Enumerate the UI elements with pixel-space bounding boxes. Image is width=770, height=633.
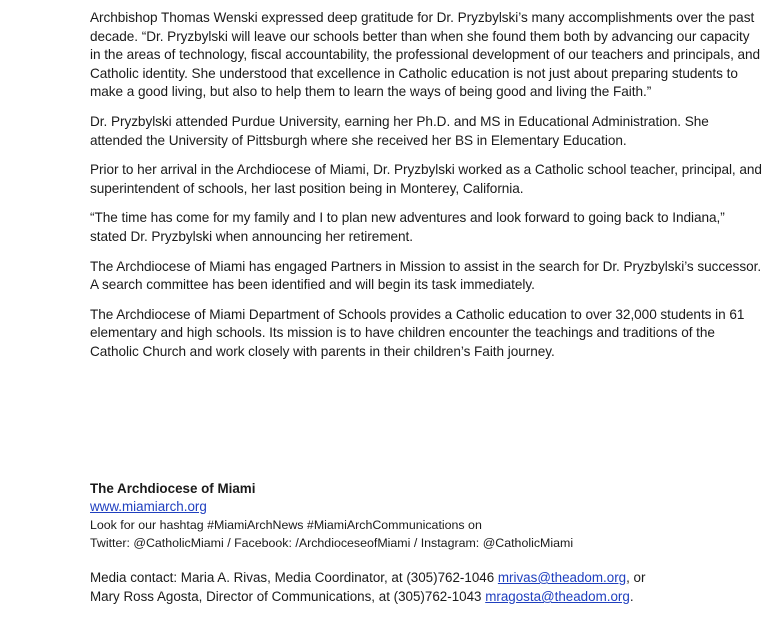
email-link-mrivas[interactable]: mrivas@theadom.org <box>497 570 627 585</box>
media-contact-line-2 <box>90 587 762 606</box>
paragraph-search: The Archdiocese of Miami has engaged Partners in Mission to assist in the search for Dr. Pryzbylski’s successor. A search committee has been identified and will begin its task immediately. <box>90 258 762 293</box>
social-media-line: Twitter: @CatholicMiami / Facebook: /ArchdioceseofMiami / Instagram: @CatholicMiami <box>90 536 574 550</box>
contact-1-suffix: , or <box>626 570 646 585</box>
press-release-footer <box>90 480 762 552</box>
email-link-mragosta[interactable]: mragosta@theadom.org <box>485 589 630 604</box>
hashtag-line: Look for our hashtag #MiamiArchNews #MiamiArchCommunications on <box>90 518 482 532</box>
contact-2-text: Mary Ross Agosta, Director of Communications, at (305)762-1043 <box>90 589 486 604</box>
website-link[interactable]: www.miamiarch.org <box>90 499 207 514</box>
paragraph-retirement-quote: “The time has come for my family and I to plan new adventures and look forward to going back to Indiana,” stated Dr. Pryzbylski when announcing her retirement. <box>90 210 725 244</box>
contact-1-text: Media contact: Maria A. Rivas, Media Coordinator, at (305)762-1046 <box>90 570 498 585</box>
media-contact <box>90 568 762 606</box>
paragraph-prior-career: Prior to her arrival in the Archdiocese of Miami, Dr. Pryzbylski worked as a Catholic school teacher, principal, and superintendent of schools, her last position being in Monterey, California. <box>90 162 762 196</box>
press-release-body <box>90 9 762 373</box>
media-contact-line-1 <box>90 568 762 587</box>
paragraph-department-of-schools: The Archdiocese of Miami Department of Schools provides a Catholic education to over 32,000 students in 61 elementary and high schools. Its mission is to have children encounter the teachings and traditions of the Catholic Church and work closely with parents in their children’s Faith journey. <box>90 306 745 359</box>
paragraph-education-background: Dr. Pryzbylski attended Purdue University, earning her Ph.D. and MS in Educational Administration. She attended the University of Pittsburgh where she received her BS in Elementary Education. <box>90 113 709 148</box>
contact-2-suffix: . <box>629 589 634 604</box>
paragraph-archbishop-quote: Archbishop Thomas Wenski expressed deep gratitude for Dr. Pryzbylski’s many accomplishments over the past decade. “Dr. Pryzbylski will leave our schools better than when she found them both by advancing our capacity in the areas of technology, fiscal accountability, the professional development of our teachers and principals, and Catholic identity. She understood that excellence in Catholic education is not just about preparing students to make a good living, but also to help them to learn the ways of being good and living the Faith.” <box>90 10 761 100</box>
organization-name: The Archdiocese of Miami <box>90 481 256 496</box>
